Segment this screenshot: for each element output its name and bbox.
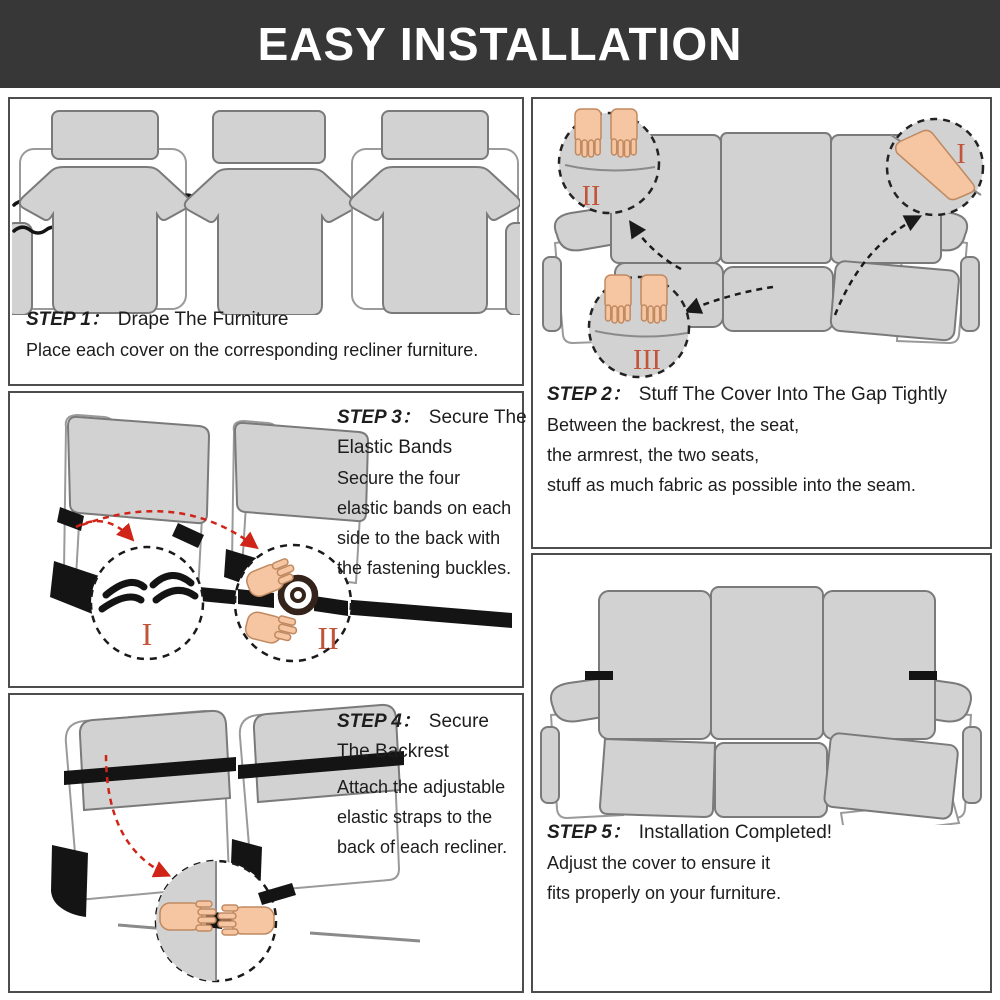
step2-body-line: the armrest, the two seats, xyxy=(547,445,760,465)
step1-label: STEP 1： xyxy=(26,309,110,330)
sofa-tuck-illustration xyxy=(535,107,987,379)
backrest-middle xyxy=(711,587,823,739)
step3-panel xyxy=(8,391,527,688)
step3-heading-line2: Elastic Bands xyxy=(337,437,453,458)
seat-left xyxy=(600,739,715,817)
step5-body-line: fits properly on your furniture. xyxy=(547,883,782,903)
step3-body-line: Secure the four xyxy=(337,468,461,488)
hand-icon xyxy=(575,109,601,157)
hand-icon xyxy=(611,109,637,157)
step1-heading: STEP 1： Drape The Furniture xyxy=(26,309,289,330)
step3-text xyxy=(337,403,527,583)
callout-circle-bands xyxy=(91,547,203,659)
step5-label: STEP 5： xyxy=(547,822,631,843)
backrest-left xyxy=(599,591,711,739)
seat-right-reclined xyxy=(824,732,959,819)
step4-heading-line2: The Backrest xyxy=(337,741,449,762)
page-title: EASY INSTALLATION xyxy=(257,18,743,70)
hand-icon xyxy=(641,275,667,323)
step3-body-line: the fastening buckles. xyxy=(337,558,512,578)
backrest-right xyxy=(823,591,935,739)
step3-label: STEP 3： xyxy=(337,407,421,428)
cover-piece-left xyxy=(12,111,196,315)
step2-label: STEP 2： xyxy=(547,384,631,405)
cover-piece-middle xyxy=(185,111,355,315)
step3-body-line: side to the back with xyxy=(337,528,501,548)
title-banner xyxy=(0,0,1000,88)
callout-circle-1 xyxy=(887,119,983,215)
step1-panel xyxy=(8,97,524,386)
callout-circle-2 xyxy=(559,109,659,213)
step1-body-line: Place each cover on the corresponding recliner furniture. xyxy=(26,340,479,360)
step4-panel xyxy=(8,693,524,993)
seat-middle xyxy=(723,267,833,331)
callout-numeral: I xyxy=(956,139,966,170)
recliner-covers-illustration xyxy=(12,105,520,315)
strap xyxy=(909,671,937,680)
step3-heading: STEP 3： Secure The xyxy=(337,407,527,428)
step4-body-line: back of each recliner. xyxy=(337,837,508,857)
step4-heading: STEP 4： Secure xyxy=(337,711,489,732)
step5-heading: STEP 5： Installation Completed! xyxy=(547,822,833,843)
step2-panel xyxy=(531,97,992,549)
step3-body-line: elastic bands on each xyxy=(337,498,512,518)
step5-panel xyxy=(531,553,992,993)
cover-piece-right xyxy=(350,111,520,315)
step5-body-line: Adjust the cover to ensure it xyxy=(547,853,771,873)
callout-circle-buckle xyxy=(235,545,351,661)
seat-right-reclined xyxy=(830,260,960,341)
step4-text xyxy=(337,707,507,862)
step5-text xyxy=(547,818,832,908)
callout-numeral: III xyxy=(633,345,661,376)
hand-icon xyxy=(605,275,631,323)
step2-text xyxy=(547,380,947,500)
step2-body-line: stuff as much fabric as possible into the seam. xyxy=(547,475,916,495)
callout-numeral: II xyxy=(317,620,339,656)
callout-numeral: II xyxy=(581,181,601,212)
step4-label: STEP 4： xyxy=(337,711,421,732)
step4-body-line: elastic straps to the xyxy=(337,807,493,827)
step1-text xyxy=(26,305,478,365)
backrest-middle xyxy=(721,133,831,263)
seat-middle xyxy=(715,743,827,817)
finished-sofa-illustration xyxy=(535,575,987,825)
step2-heading: STEP 2： Stuff The Cover Into The Gap Tightly xyxy=(547,384,948,405)
callout-circle-3 xyxy=(589,275,689,377)
step2-body-line: Between the backrest, the seat, xyxy=(547,415,800,435)
strap xyxy=(585,671,613,680)
callout-numeral: I xyxy=(141,616,153,652)
step4-body-line: Attach the adjustable xyxy=(337,777,506,797)
